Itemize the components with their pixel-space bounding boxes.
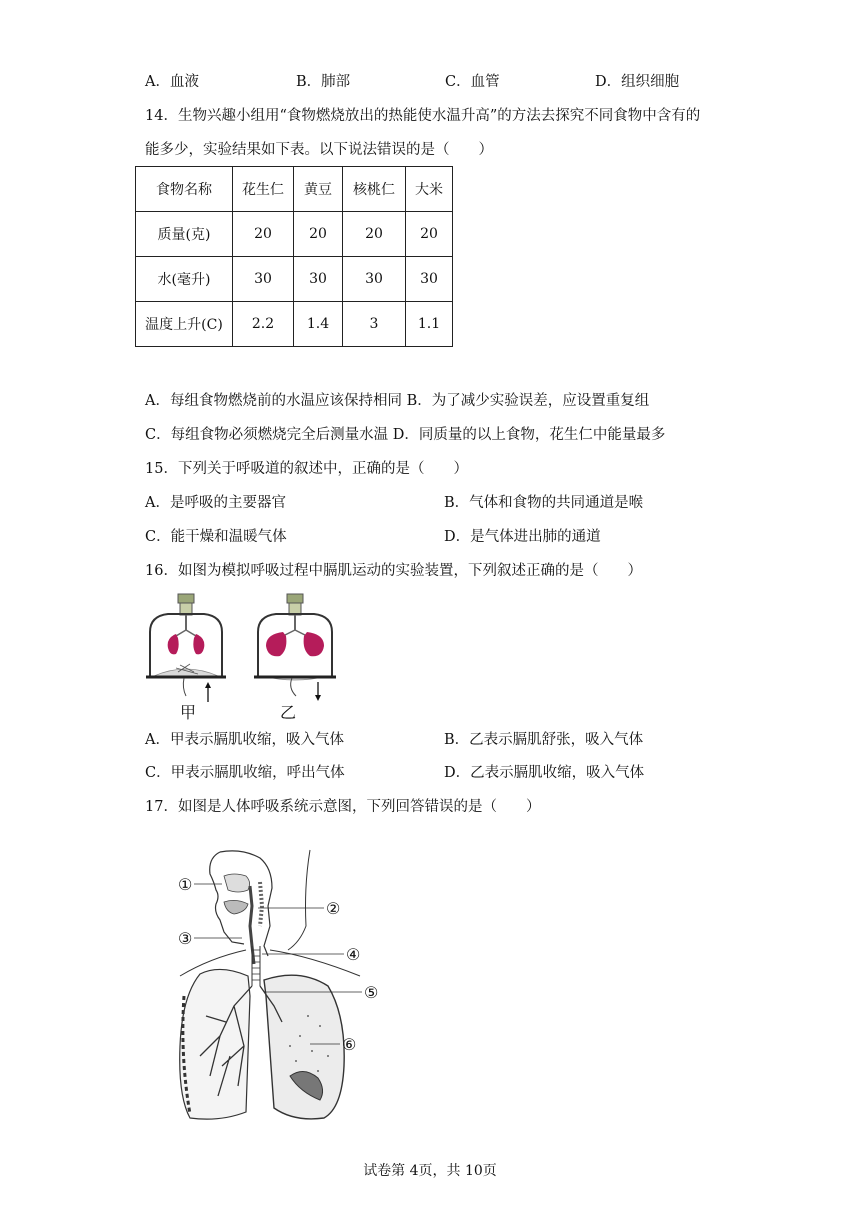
table-cell: 20 [294,212,343,257]
table-header-cell: 食物名称 [136,167,233,212]
q15-stem: 15．下列关于呼吸道的叙述中，正确的是（ ） [145,461,468,477]
food-energy-table [135,166,453,347]
respiratory-system-figure [160,846,390,1126]
q13-option-c[interactable]: C．血管 [445,74,500,90]
label-6: ⑥ [342,1035,357,1054]
q14-stem-line1: 14．生物兴趣小组用“食物燃烧放出的热能使水温升高”的方法去探究不同食物中含有的 [145,108,701,124]
q13-option-b[interactable]: B．肺部 [296,74,351,90]
q13-option-d[interactable]: D．组织细胞 [595,74,680,90]
q16-stem: 16．如图为模拟呼吸过程中膈肌运动的实验装置，下列叙述正确的是（ ） [145,563,642,579]
q16-option-b[interactable]: B．乙表示膈肌舒张，吸入气体 [444,732,644,748]
q13-option-a[interactable]: A．血液 [145,74,199,90]
table-cell: 质量(克) [136,212,233,257]
q15-option-c[interactable]: C．能干燥和温暖气体 [145,529,287,545]
page-footer: 试卷第 4页，共 10页 [363,1163,497,1179]
diaphragm-model-figure [140,592,350,724]
table-cell: 2.2 [233,302,294,347]
table-row [136,302,453,347]
q14-stem-line2: 能多少，实验结果如下表。以下说法错误的是（ ） [145,142,493,158]
table-cell: 30 [294,257,343,302]
label-2: ② [326,899,341,918]
q14-options-line2[interactable]: C．每组食物必须燃烧完全后测量水温 D．同质量的以上食物，花生仁中能量最多 [145,427,666,443]
label-4: ④ [346,945,361,964]
bell-jar-jia [146,594,226,702]
q17-stem: 17．如图是人体呼吸系统示意图，下列回答错误的是（ ） [145,799,541,815]
table-header-cell: 花生仁 [233,167,294,212]
q14-options-line1[interactable]: A．每组食物燃烧前的水温应该保持相同 B．为了减少实验误差，应设置重复组 [145,393,650,409]
table-cell: 水(毫升) [136,257,233,302]
table-header-cell: 大米 [406,167,453,212]
bell-jar-yi [254,594,336,701]
figure-label-yi: 乙 [280,703,297,722]
label-3: ③ [178,929,193,948]
table-cell: 温度上升(C) [136,302,233,347]
q16-option-d[interactable]: D．乙表示膈肌收缩，吸入气体 [444,765,645,781]
q16-option-c[interactable]: C．甲表示膈肌收缩，呼出气体 [145,765,345,781]
table-row [136,212,453,257]
q15-option-d[interactable]: D．是气体进出肺的通道 [444,529,601,545]
label-1: ① [178,875,193,894]
table-cell: 30 [343,257,406,302]
table-header-row [136,167,453,212]
table-cell: 20 [343,212,406,257]
table-cell: 20 [233,212,294,257]
table-cell: 30 [406,257,453,302]
q15-option-a[interactable]: A．是呼吸的主要器官 [145,495,286,511]
table-cell: 1.4 [294,302,343,347]
table-cell: 30 [233,257,294,302]
table-row [136,257,453,302]
table-header-cell: 核桃仁 [343,167,406,212]
q15-option-b[interactable]: B．气体和食物的共同通道是喉 [444,495,644,511]
label-5: ⑤ [364,983,379,1002]
table-header-cell: 黄豆 [294,167,343,212]
q16-option-a[interactable]: A．甲表示膈肌收缩，吸入气体 [145,732,344,748]
table-cell: 3 [343,302,406,347]
table-cell: 20 [406,212,453,257]
figure-label-jia: 甲 [180,703,197,722]
table-cell: 1.1 [406,302,453,347]
